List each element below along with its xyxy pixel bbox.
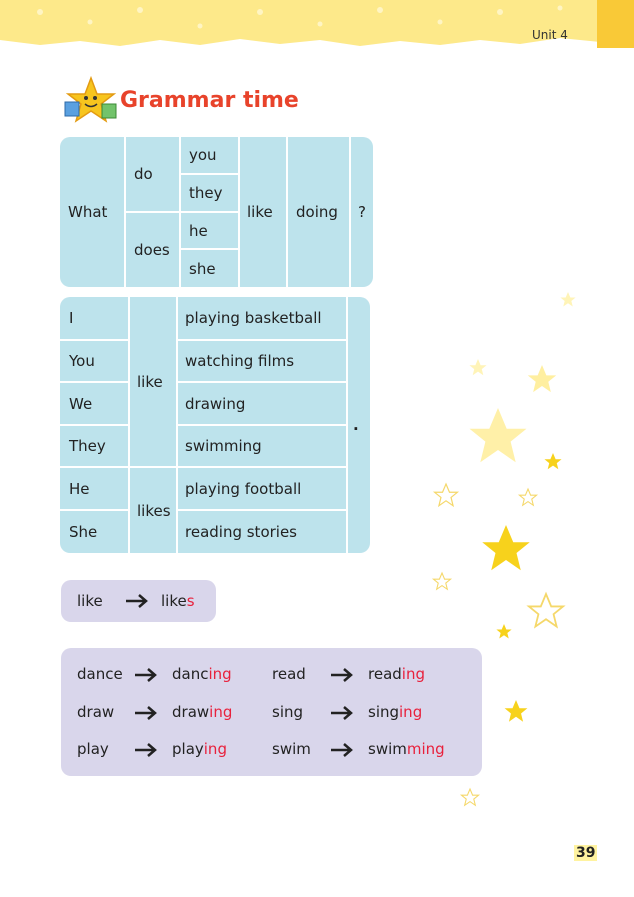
right-arrow-icon	[134, 706, 158, 720]
a-subject: They	[69, 437, 106, 455]
q-question-mark: ?	[358, 203, 366, 221]
ing-stem: danc	[172, 665, 209, 683]
rule-base: like	[77, 592, 103, 610]
a-subject: We	[69, 394, 93, 413]
star-blocks-icon	[64, 76, 118, 126]
ing-stem: read	[368, 665, 402, 683]
a-activity: playing football	[185, 479, 302, 498]
a-like: like	[137, 372, 163, 391]
a-likes: likes	[137, 501, 171, 520]
ing-base: read	[272, 665, 306, 683]
a-activity: reading stories	[185, 523, 297, 541]
ing-base: dance	[77, 665, 123, 683]
a-activity: watching films	[185, 352, 295, 370]
ing-stem: swim	[368, 740, 407, 758]
decorative-stars	[420, 280, 634, 820]
a-activity: playing basketball	[185, 309, 322, 327]
ing-base: draw	[77, 703, 115, 721]
top-banner	[0, 0, 634, 50]
q-like: like	[247, 203, 273, 221]
q-they: they	[189, 184, 223, 202]
q-what: What	[68, 203, 108, 221]
a-period: .	[353, 416, 359, 434]
ing-suffix: ing	[209, 703, 233, 721]
rule-suffix: s	[186, 592, 195, 610]
ing-suffix: ing	[399, 703, 423, 721]
ing-suffix: ming	[406, 740, 445, 758]
ing-stem: play	[172, 740, 204, 758]
q-she: she	[189, 259, 216, 278]
q-he: he	[189, 221, 208, 240]
a-activity: drawing	[185, 394, 246, 413]
ing-result	[172, 703, 232, 721]
ing-result	[368, 703, 422, 721]
q-does: does	[134, 241, 170, 259]
a-subject: He	[69, 479, 90, 498]
a-subject: I	[69, 309, 74, 327]
ing-result	[368, 665, 425, 683]
ing-base: sing	[272, 703, 304, 721]
a-activity: swimming	[185, 437, 262, 455]
ing-result	[172, 665, 232, 683]
ing-suffix: ing	[208, 665, 232, 683]
right-arrow-icon	[330, 668, 354, 682]
right-arrow-icon	[134, 668, 158, 682]
ing-stem: draw	[172, 703, 210, 721]
a-subject: You	[69, 352, 95, 370]
third-person-rule-box	[61, 580, 216, 622]
ing-base: play	[77, 740, 109, 758]
ing-stem: sing	[368, 703, 400, 721]
ing-forms-box	[61, 648, 482, 776]
question-table	[60, 137, 373, 287]
unit-label: Unit 4	[532, 28, 568, 42]
right-arrow-icon	[125, 594, 149, 608]
right-arrow-icon	[330, 743, 354, 757]
ing-base: swim	[272, 740, 311, 758]
right-arrow-icon	[134, 743, 158, 757]
answer-table	[60, 297, 370, 553]
page-title: Grammar time	[120, 88, 299, 113]
q-doing: doing	[296, 203, 338, 221]
rule-stem: like	[161, 592, 187, 610]
ing-suffix: ing	[401, 665, 425, 683]
ing-suffix: ing	[203, 740, 227, 758]
q-you: you	[189, 146, 217, 164]
rule-result	[161, 592, 195, 610]
q-do: do	[134, 165, 153, 183]
a-subject: She	[69, 523, 98, 541]
ing-result	[172, 740, 227, 758]
page-number: 39	[576, 845, 596, 861]
right-arrow-icon	[330, 706, 354, 720]
